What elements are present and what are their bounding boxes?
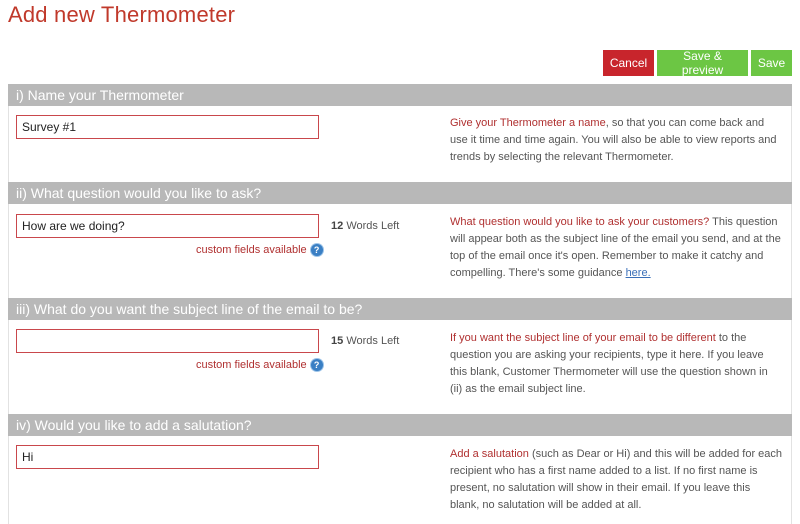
description-highlight: Add a salutation [450,448,529,460]
words-left-label: Words Left [346,220,400,232]
question-words-left [331,220,399,232]
save-button[interactable]: Save [751,50,792,76]
subject-line-input[interactable] [16,329,319,353]
description-highlight: Give your Thermometer a name [450,117,606,129]
custom-fields-label: custom fields available [196,359,307,371]
description-highlight: If you want the subject line of your email to be different [450,332,716,344]
toolbar [603,50,792,76]
description-text: , so that you can come back and use it time and time again. You will also be able to view reports and trends by selecting the relevant Thermometer. [450,117,777,163]
description-text: (such as Dear or Hi) and this will be added for each recipient who has a first name added to a list. If no first name is present, no salutation will show in their email. If you leave this blank, no salutation will be added at all. [450,448,783,511]
words-left-label: Words Left [346,335,400,347]
section-salutation-description [450,446,782,514]
thermometer-name-input[interactable] [16,115,319,139]
subject-custom-fields [196,359,323,371]
save-and-preview-button[interactable]: Save & preview [657,50,748,76]
description-highlight: What question would you like to ask your customers? [450,216,710,228]
words-left-count: 12 [331,220,344,232]
words-left-count: 15 [331,335,344,347]
section-name-description [450,115,782,166]
question-custom-fields [196,244,323,256]
help-icon[interactable]: ? [311,359,323,371]
guidance-link[interactable]: here. [625,267,651,279]
description-text: to the question you are asking your recipients, type it here. If you leave this blank, Customer Thermometer will use the question shown in (ii) as the email subject line. [450,332,768,395]
question-input[interactable] [16,214,319,238]
salutation-input[interactable] [16,445,319,469]
custom-fields-label: custom fields available [196,244,307,256]
section-header-question: ii) What question would you like to ask? [8,182,792,204]
description-text: This question will appear both as the subject line of the email you send, and at the top of the email once it's open. Remember to make it catchy and compelling. There's some guidance [450,216,781,279]
cancel-button[interactable]: Cancel [603,50,654,76]
section-header-salutation: iv) Would you like to add a salutation? [8,414,792,436]
section-question-description [450,214,782,282]
section-header-name: i) Name your Thermometer [8,84,792,106]
help-icon[interactable]: ? [311,244,323,256]
section-header-subject: iii) What do you want the subject line of the email to be? [8,298,792,320]
section-subject-description [450,330,782,398]
page-title: Add new Thermometer [8,2,236,27]
subject-words-left [331,335,399,347]
